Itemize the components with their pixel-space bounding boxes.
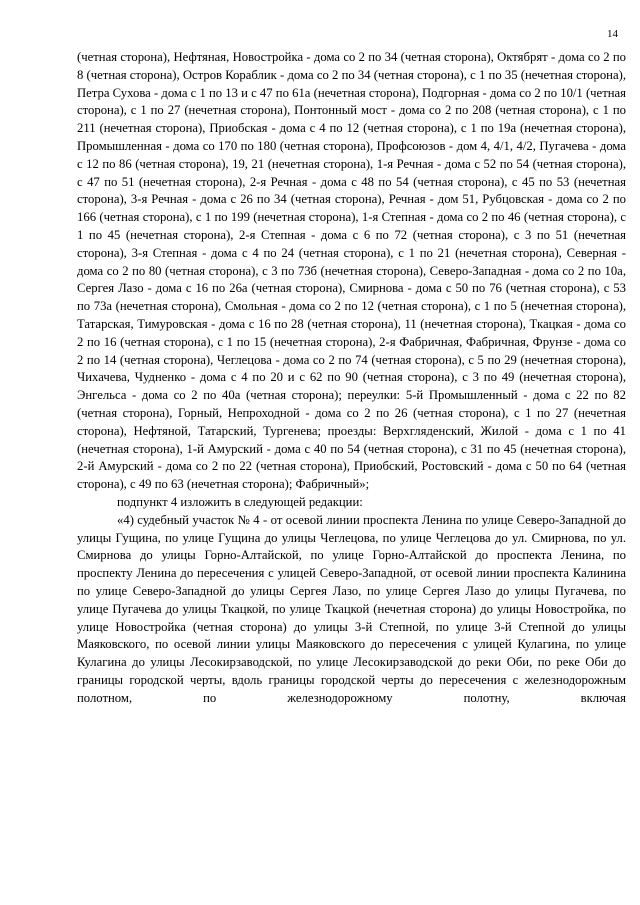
document-body <box>77 49 626 707</box>
paragraph-subclause-intro: подпункт 4 изложить в следующей редакции: <box>117 494 363 509</box>
paragraph-street-list: (четная сторона), Нефтяная, Новостройка - дома со 2 по 34 (четная сторона), Октябрят - дома со 2 по 8 (четная сторона), Остров Кораблик - дома со 2 по 34 (четная сторона), с 1 по 35 (нечетная сторона), Петра Сухова - дома с 1 по 13 и с 47 по 61а (нечетная сторона), Подгорная - дома со 2 по 10/1 (четная сторона), с 1 по 27 (нечетная сторона), Понтонный мост - дома со 2 по 208 (четная сторона), с 1 по 211 (нечетная сторона), Приобская - дома с 4 по 12 (четная сторона), с 1 по 19а (нечетная сторона), Промышленная - дома со 170 по 180 (четная сторона), Профсоюзов - дом 4, 4/1, 4/2, Пугачева - дома с 12 по 86 (четная сторона), 19, 21 (нечетная сторона), 1-я Речная - дома с 52 по 54 (четная сторона), с 47 по 51 (нечетная сторона), 2-я Речная - дома с 48 по 54 (четная сторона), с 45 по 53 (нечетная сторона), 3-я Речная - дома с 26 по 34 (четная сторона), Речная - дом 51, Рубцовская - дома со 2 по 166 (четная сторона), с 1 по 199 (нечетная сторона), 1-я Степная - дома со 2 по 46 (четная сторона), с 1 по 45 (нечетная сторона), 2-я Степная - дома с 6 по 72 (четная сторона), с 3 по 51 (нечетная сторона), 3-я Степная - дома с 4 по 24 (четная сторона), с 1 по 21 (нечетная сторона), Северная - дома со 2 по 80 (четная сторона), с 3 по 73б (нечетная сторона), Северо-Западная - дома со 2 по 10а, Сергея Лазо - дома с 16 по 26а (четная сторона), Смирнова - дома с 50 по 76 (четная сторона), с 53 по 73а (нечетная сторона), Смольная - дома со 2 по 12 (четная сторона), с 1 по 5 (нечетная сторона), Татарская, Тимуровская - дома с 16 по 28 (четная сторона), 11 (нечетная сторона), Ткацкая - дома со 2 по 16 (четная сторона), с 1 по 15 (нечетная сторона), 2-я Фабричная, Фабричная, Фрунзе - дома со 2 по 14 (четная сторона), Чеглецова - дома со 2 по 74 (четная сторона), с 5 по 29 (нечетная сторона), Чихачева, Чудненко - дома с 4 по 20 и с 62 по 90 (четная сторона), с 3 по 49 (нечетная сторона), Энгельса - дома со 2 по 40а (четная сторона); переулки: 5-й Промышленный - дома с 22 по 82 (четная сторона), Горный, Непроходной - дома со 2 по 26 (четная сторона), с 1 по 27 (нечетная сторона), Нефтяной, Татарский, Тургенева; проезды: Верхгляденский, Жилой - дома с 1 по 41 (нечетная сторона), 1-й Амурский - дома с 40 по 54 (четная сторона), с 31 по 45 (нечетная сторона), 2-й Амурский - дома со 2 по 22 (четная сторона), Приобский, Ростовский - дома с 50 по 64 (четная сторона), с 49 по 63 (нечетная сторона); Фабричный»; <box>77 50 626 492</box>
page-number: 14 <box>607 28 618 40</box>
paragraph-court-district-4: «4) судебный участок № 4 - от осевой линии проспекта Ленина по улице Северо-Западной до улицы Гущина, по улице Гущина до улицы Чеглецова, по улице Чеглецова до ул. Смирнова, по ул. Смирнова до улицы Горно-Алтайской, по улице Горно-Алтайской до проспекта Ленина, по проспекту Ленина до пересечения с улицей Северо-Западной, от осевой линии проспекта Калинина по улице Северо-Западной до улицы Сергея Лазо, по улице Сергея Лазо до улицы Пугачева, по улице Пугачева до улицы Ткацкой, по улице Ткацкой (нечетная сторона) до улицы Новостройка, по улице Новостройка (четная сторона) до улицы 3-й Степной, по улице 3-й Степной до улицы Маяковского, по осевой линии улицы Маяковского до пересечения с улицей Кулагина, по улице Кулагина до улицы Лесокирзаводской, по улице Лесокирзаводской до реки Оби, по реке Оби до границы городской черты, вдоль границы городской черты до пересечения с железнодорожным полотном, по железнодорожному полотну, включая <box>77 512 626 705</box>
